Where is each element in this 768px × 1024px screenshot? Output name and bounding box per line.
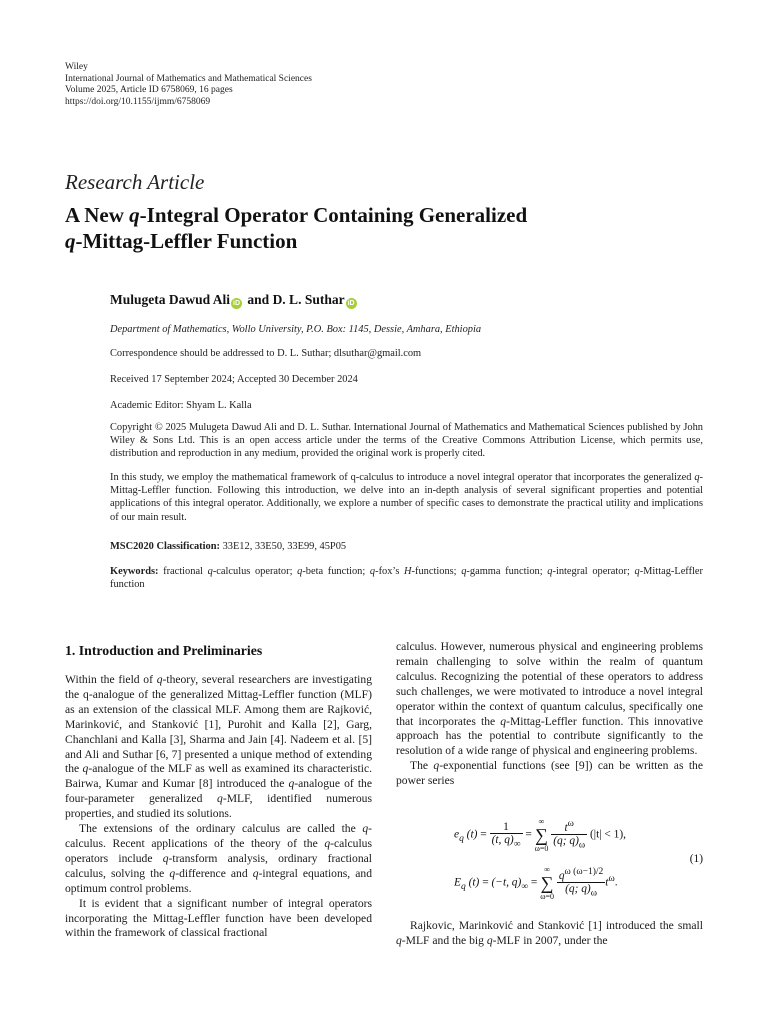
sum-limit: ∞: [538, 817, 545, 826]
doi-link[interactable]: https://doi.org/10.1155/ijmm/6758069: [65, 96, 211, 107]
title-text: -Integral Operator Containing Generalized: [139, 203, 528, 227]
math-q: q: [207, 566, 213, 577]
math-symbol: (t): [466, 828, 478, 841]
math-symbol: (−t, q): [491, 876, 522, 889]
fraction: [490, 821, 523, 849]
text: The extensions of the ordinary calculus are called the: [79, 822, 363, 836]
text: The: [410, 759, 434, 773]
math-symbol: (q; q): [565, 883, 591, 896]
text: -MLF and the big: [401, 933, 487, 947]
equation-number: (1): [689, 853, 703, 865]
math-symbol: e: [454, 828, 460, 841]
math-q: q: [396, 933, 402, 947]
paragraph: [396, 640, 703, 759]
keyword-text: -functions;: [411, 566, 462, 577]
sum-limit: ∞: [544, 865, 550, 874]
math-symbol: =: [479, 876, 492, 889]
math-symbol: q: [558, 870, 565, 883]
keyword-text: -beta function;: [302, 566, 370, 577]
math-symbol: (t, q): [491, 833, 514, 846]
math-symbol: t: [605, 876, 609, 889]
text: Within the field of: [65, 673, 157, 686]
keywords-label: Keywords:: [110, 566, 159, 577]
math-symbol: ω (ω−1)/2: [564, 867, 604, 878]
math-symbol: ∞: [513, 839, 521, 850]
summation: [540, 865, 554, 901]
math-q: q: [634, 566, 640, 577]
abstract-text: -Mittag-Leffler function. Following this introduction, we delve into an in-depth analysis of several significant properties and potential applications of this integral operator. Additionally, we explore a number of specific cases to demonstrate the practical utility and implications of our main result.: [110, 472, 703, 523]
math-q: q: [82, 762, 89, 776]
paragraph: [396, 919, 703, 949]
publisher-name: Wiley: [65, 62, 88, 72]
math-q: q: [694, 472, 700, 483]
author-name: D. L. Suthar: [272, 292, 345, 307]
math-symbol: q: [460, 881, 466, 892]
equation-line-E: [454, 865, 618, 901]
equation-block: [396, 817, 703, 907]
abstract: [110, 471, 703, 524]
paragraph: [396, 759, 703, 789]
section-heading: 1. Introduction and Preliminaries: [65, 643, 263, 658]
numerator: 1: [490, 821, 523, 834]
orcid-icon[interactable]: iD: [233, 300, 241, 307]
author-name: Mulugeta Dawud Ali: [110, 292, 231, 307]
sum-limit: ω=0: [534, 844, 549, 853]
math-q: q: [162, 851, 169, 865]
summation: [535, 817, 549, 853]
numerator: [557, 867, 605, 883]
author-connector: and: [244, 292, 273, 307]
math-symbol: q: [459, 833, 464, 844]
math-symbol: =: [528, 876, 541, 889]
text: -calculus. Recent applications of the theory of the: [65, 822, 372, 850]
volume-info: Volume 2025, Article ID 6758069, 16 pages: [65, 85, 233, 96]
body-column-right: [396, 640, 703, 789]
msc-classification: [110, 540, 703, 553]
math-H: H: [404, 566, 412, 577]
math-q: q: [433, 759, 440, 773]
msc-label: MSC2020 Classification:: [110, 541, 220, 552]
text: -analogue of the MLF as well as examined its characteristic. Bairwa, Kumar and Kumar [8] introduced the: [65, 762, 372, 791]
copyright-notice: Copyright © 2025 Mulugeta Dawud Ali and D. L. Suthar. International Journal of Mathematics and Mathematical Sciences published by John Wiley & Sons Ltd. This is an open access article under the terms of the Creative Commons Attribution License, which permits use, distribution and reproduction in any medium, provided the original work is properly cited.: [110, 422, 703, 460]
sum-symbol: ∑: [535, 825, 548, 845]
body-column-right-continued: [396, 919, 703, 949]
math-q: q: [324, 836, 331, 850]
received-dates: Received 17 September 2024; Accepted 30 December 2024: [110, 374, 358, 385]
math-symbol: (t): [468, 876, 480, 889]
math-q: q: [547, 566, 553, 577]
academic-editor: Academic Editor: Shyam L. Kalla: [110, 400, 252, 411]
math-q: q: [461, 566, 467, 577]
correspondence: Correspondence should be addressed to D. L. Suthar; dlsuthar@gmail.com: [110, 348, 422, 359]
keyword-text: -calculus operator;: [212, 566, 298, 577]
text: calculus. However, numerous physical and engineering problems remain challenging to solve within the realm of quantum calculus. Recognizing the potential of these operators to address such challenges, we were motivated to introduce a novel integral operator within the context of quantum calculus, specifically one that incorporates the: [396, 640, 703, 728]
text: -analogue of the four-parameter generalized: [65, 777, 372, 806]
paragraph: It is evident that a significant number of integral operators incorporating the Mittag-Leffler function have been developed within the framework of classical fractional: [65, 896, 372, 940]
denominator: [551, 835, 587, 850]
sum-symbol: ∑: [540, 873, 554, 893]
math-q: q: [156, 673, 163, 686]
math-symbol: ω: [590, 888, 597, 899]
math-symbol: ∞: [521, 881, 529, 892]
text: -calculus operators include: [65, 836, 372, 865]
keywords: [110, 565, 703, 591]
math-q: q: [486, 933, 493, 947]
journal-header: [65, 62, 312, 108]
math-q: q: [288, 777, 295, 791]
math-symbol: E: [454, 876, 461, 889]
math-q: q: [362, 822, 369, 836]
text: -Mittag-Leffler function. This innovative approach has the potential to contribute significantly to the resolution of a wide range of physical and engineering problems.: [396, 714, 703, 758]
fraction: [557, 867, 605, 898]
keyword-text: -Mittag-Leffler function: [110, 566, 703, 591]
keyword-text: -fox’s: [375, 566, 405, 577]
text: -transform analysis, ordinary fractional calculus, solving the: [65, 851, 372, 880]
math-q: q: [252, 866, 259, 880]
text: Rajkovic, Marinković and Stanković [1] introduced the small: [410, 919, 703, 932]
math-symbol: (q; q): [553, 835, 579, 848]
paragraph: [65, 822, 372, 897]
equation-line-e: [454, 817, 626, 853]
journal-name: International Journal of Mathematics and Mathematical Sciences: [65, 73, 312, 84]
text: -exponential functions (see [9]) can be written as the power series: [396, 759, 703, 788]
math-symbol: ω: [608, 873, 615, 884]
sum-limit: ω=0: [540, 892, 554, 901]
keyword-text: fractional: [158, 566, 208, 577]
title-text: A New: [65, 203, 130, 227]
affiliation: Department of Mathematics, Wollo University, P.O. Box: 1145, Dessie, Amhara, Ethiopia: [110, 324, 482, 335]
math-q: q: [217, 792, 223, 806]
article-type: Research Article: [65, 170, 205, 194]
title-text: -Mittag-Leffler Function: [75, 229, 298, 253]
body-column-left: [65, 640, 372, 941]
text: -integral equations, and optimum control problems.: [65, 866, 372, 895]
fraction: [551, 819, 587, 850]
text: -difference and: [175, 866, 253, 880]
abstract-text: In this study, we employ the mathematical framework of q-calculus to introduce a novel integral operator that incorporates the generalized: [110, 472, 695, 483]
keyword-text: -integral operator;: [552, 566, 635, 577]
math-symbol: ω: [578, 840, 586, 851]
numerator: [551, 819, 587, 835]
paper-title: [65, 202, 705, 254]
msc-value: 33E12, 33E50, 33E99, 45P05: [219, 541, 347, 552]
denominator: [490, 834, 523, 849]
title-q: q: [129, 203, 140, 227]
math-symbol: .: [614, 876, 618, 889]
math-symbol: =: [477, 828, 490, 841]
math-q: q: [500, 714, 507, 728]
math-symbol: ω: [567, 819, 574, 830]
paragraph: [65, 673, 372, 822]
author-list: [110, 292, 359, 309]
text: -MLF in 2007, under the: [492, 933, 608, 947]
math-symbol: =: [522, 828, 535, 841]
math-q: q: [369, 566, 376, 577]
text: -theory, several researchers are investigating the q-analogue of the generalized Mittag-Leffler function (MLF) as an extension of the classical MLF. Among them are Rajković, Marinković, and Stanković [1], Purohit and Kalla [2], Garg, Chanchlani and Kalla [3], Sharma and Jain [4]. Nadeem et al. [5] and Ali and Suthar [6, 7] presented a unique method of extending the: [65, 673, 372, 776]
denominator: [557, 883, 605, 898]
keyword-text: -gamma function;: [466, 566, 548, 577]
orcid-icon[interactable]: iD: [347, 300, 355, 307]
math-symbol: (|t| < 1),: [587, 828, 626, 841]
text: -MLF, identified numerous properties, and studied its solutions.: [65, 792, 372, 821]
math-symbol: t: [564, 822, 568, 835]
title-q: q: [65, 229, 76, 253]
math-q: q: [297, 566, 303, 577]
math-q: q: [169, 866, 176, 880]
